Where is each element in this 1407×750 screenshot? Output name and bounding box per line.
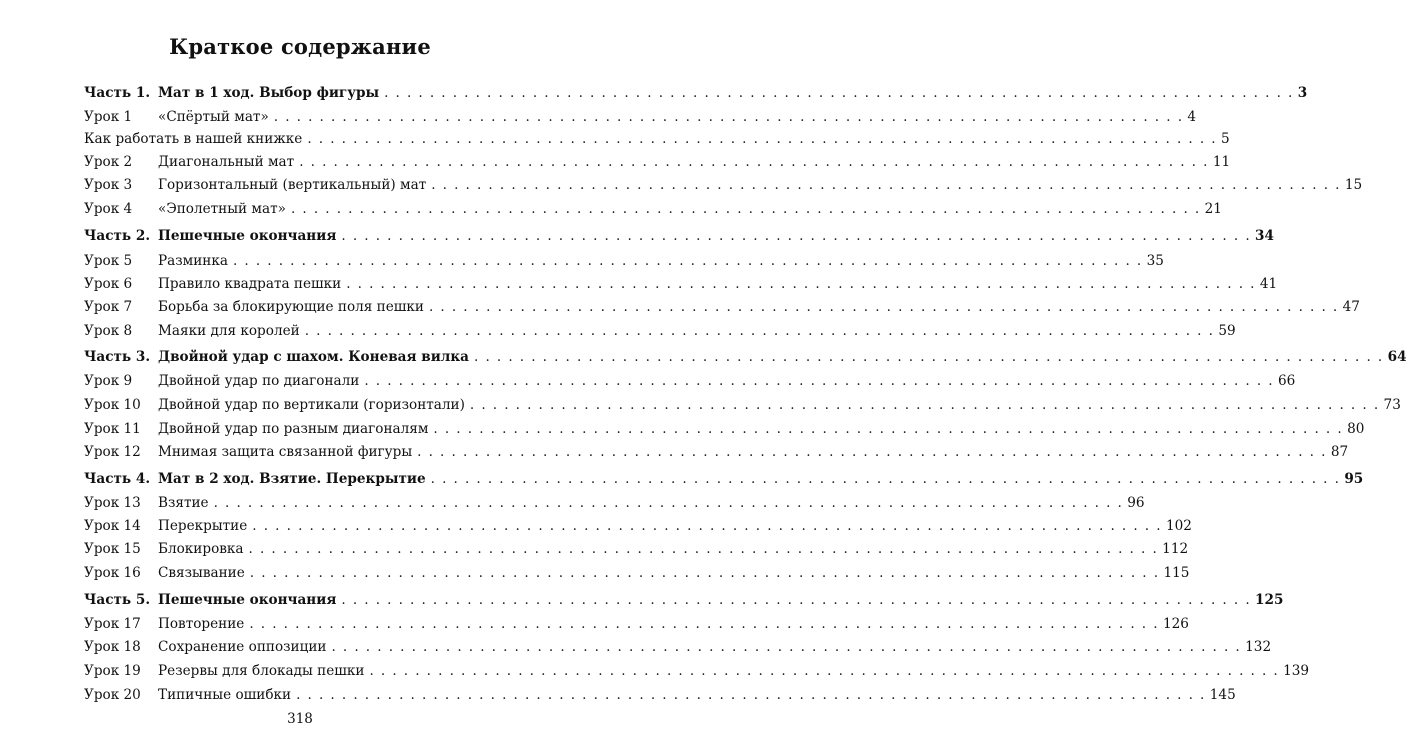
toc-entry-page: 3 <box>1297 85 1308 101</box>
toc-entry-title: Перекрытие <box>158 518 248 534</box>
toc-entry-page: 47 <box>1342 299 1360 315</box>
page-title: Краткое содержание <box>169 34 431 59</box>
toc-entry-page: 126 <box>1162 616 1189 632</box>
toc-lesson-entry <box>84 373 1296 395</box>
dot-leader: . . . . . . . . . . . . . . . . . . . . . . . . . . . . . . . . . . . . . . . . . . . . . . . . . . . . . . . . . . . . . . . . . . . . . . . . . . . . . . . . <box>417 444 1327 460</box>
toc-entry-page: 64 <box>1387 349 1407 365</box>
toc-entry-title: Разминка <box>158 253 228 269</box>
toc-entry-title: Двойной удар по разным диагоналям <box>158 421 429 437</box>
toc-lesson-entry <box>84 154 1231 176</box>
toc-lesson-entry <box>84 323 1236 345</box>
toc-lesson-entry <box>84 687 1236 709</box>
dot-leader: . . . . . . . . . . . . . . . . . . . . . . . . . . . . . . . . . . . . . . . . . . . . . . . . . . . . . . . . . . . . . . . . . . . . . . . . . . . . . . . . <box>331 639 1242 655</box>
toc-part-entry <box>84 471 1364 493</box>
toc-entry-page: 80 <box>1347 421 1365 437</box>
toc-lesson-entry <box>84 639 1272 661</box>
toc-lesson-entry <box>84 444 1349 466</box>
toc-entry-page: 35 <box>1146 253 1164 269</box>
toc-part-entry <box>84 349 1407 371</box>
dot-leader: . . . . . . . . . . . . . . . . . . . . . . . . . . . . . . . . . . . . . . . . . . . . . . . . . . . . . . . . . . . . . . . . . . . . . . . . . . . . . . . . <box>307 131 1218 147</box>
toc-entry-title: Диагональный мат <box>158 154 295 170</box>
toc-entry-page: 96 <box>1127 495 1145 511</box>
toc-entry-page: 125 <box>1255 592 1284 608</box>
dot-leader: . . . . . . . . . . . . . . . . . . . . . . . . . . . . . . . . . . . . . . . . . . . . . . . . . . . . . . . . . . . . . . . . . . . . . . . . . . . . . . . . <box>249 616 1159 632</box>
toc-lesson-entry <box>84 421 1365 443</box>
toc-entry-label: Урок 4 <box>84 201 133 217</box>
toc-entry-label: Урок 18 <box>84 639 141 655</box>
dot-leader: . . . . . . . . . . . . . . . . . . . . . . . . . . . . . . . . . . . . . . . . . . . . . . . . . . . . . . . . . . . . . . . . . . . . . . . . . . . . . . . . <box>364 373 1274 389</box>
toc-entry-title: Двойной удар по диагонали <box>158 373 360 389</box>
toc-entry-label: Урок 14 <box>84 518 141 534</box>
dot-leader: . . . . . . . . . . . . . . . . . . . . . . . . . . . . . . . . . . . . . . . . . . . . . . . . . . . . . . . . . . . . . . . . . . . . . . . . . . . . . . . . <box>249 565 1160 581</box>
dot-leader: . . . . . . . . . . . . . . . . . . . . . . . . . . . . . . . . . . . . . . . . . . . . . . . . . . . . . . . . . . . . . . . . . . . . . . . . . . . . . . . . <box>290 201 1201 217</box>
toc-lesson-entry <box>84 109 1197 131</box>
dot-leader: . . . . . . . . . . . . . . . . . . . . . . . . . . . . . . . . . . . . . . . . . . . . . . . . . . . . . . . . . . . . . . . . . . . . . . . . . . . . . . . . <box>341 592 1252 608</box>
toc-entry-page: 115 <box>1163 565 1190 581</box>
toc-entry-title: Как работать в нашей книжке <box>84 131 303 147</box>
toc-entry-page: 66 <box>1278 373 1296 389</box>
toc-entry-title: «Эполетный мат» <box>158 201 286 217</box>
dot-leader: . . . . . . . . . . . . . . . . . . . . . . . . . . . . . . . . . . . . . . . . . . . . . . . . . . . . . . . . . . . . . . . . . . . . . . . . . . . . . . . . <box>369 663 1280 679</box>
toc-lesson-entry <box>84 397 1401 419</box>
toc-entry-title: Пешечные окончания <box>158 228 337 244</box>
toc-entry-label: Урок 13 <box>84 495 141 511</box>
dot-leader: . . . . . . . . . . . . . . . . . . . . . . . . . . . . . . . . . . . . . . . . . . . . . . . . . . . . . . . . . . . . . . . . . . . . . . . . . . . . . . . . <box>346 276 1256 292</box>
toc-entry-page: 21 <box>1204 201 1222 217</box>
toc-entry-label: Урок 10 <box>84 397 141 413</box>
dot-leader: . . . . . . . . . . . . . . . . . . . . . . . . . . . . . . . . . . . . . . . . . . . . . . . . . . . . . . . . . . . . . . . . . . . . . . . . . . . . . . . . <box>433 421 1344 437</box>
toc-entry-page: 112 <box>1162 541 1189 557</box>
toc-lesson-entry <box>84 663 1310 685</box>
toc-lesson-entry <box>84 201 1222 223</box>
toc-part-entry <box>84 85 1308 107</box>
toc-entry-label: Урок 19 <box>84 663 141 679</box>
toc-entry-label: Урок 6 <box>84 276 133 292</box>
dot-leader: . . . . . . . . . . . . . . . . . . . . . . . . . . . . . . . . . . . . . . . . . . . . . . . . . . . . . . . . . . . . . . . . . . . . . . . . . . . . . . . . <box>252 518 1162 534</box>
dot-leader: . . . . . . . . . . . . . . . . . . . . . . . . . . . . . . . . . . . . . . . . . . . . . . . . . . . . . . . . . . . . . . . . . . . . . . . . . . . . . . . . <box>431 177 1341 193</box>
toc-entry-label: Урок 11 <box>84 421 141 437</box>
dot-leader: . . . . . . . . . . . . . . . . . . . . . . . . . . . . . . . . . . . . . . . . . . . . . . . . . . . . . . . . . . . . . . . . . . . . . . . . . . . . . . . . <box>430 471 1341 487</box>
toc-entry-title: Мат в 1 ход. Выбор фигуры <box>158 85 380 101</box>
toc-entry-title: Мат в 2 ход. Взятие. Перекрытие <box>158 471 426 487</box>
dot-leader: . . . . . . . . . . . . . . . . . . . . . . . . . . . . . . . . . . . . . . . . . . . . . . . . . . . . . . . . . . . . . . . . . . . . . . . . . . . . . . . . <box>384 85 1294 101</box>
toc-entry-page: 145 <box>1209 687 1236 703</box>
toc-lesson-entry <box>84 131 1230 153</box>
toc-entry-page: 11 <box>1212 154 1231 170</box>
toc-entry-title: «Спёртый мат» <box>158 109 269 125</box>
toc-lesson-entry <box>84 518 1192 540</box>
toc-entry-page: 34 <box>1255 228 1274 244</box>
toc-entry-page: 95 <box>1344 471 1364 487</box>
toc-part-entry <box>84 228 1274 250</box>
toc-entry-label: Урок 1 <box>84 109 133 125</box>
toc-entry-label: Часть 5. <box>84 592 151 608</box>
toc-entry-title: Резервы для блокады пешки <box>158 663 365 679</box>
toc-entry-page: 132 <box>1245 639 1272 655</box>
toc-entry-page: 41 <box>1259 276 1278 292</box>
dot-leader: . . . . . . . . . . . . . . . . . . . . . . . . . . . . . . . . . . . . . . . . . . . . . . . . . . . . . . . . . . . . . . . . . . . . . . . . . . . . . . . . <box>232 253 1143 269</box>
toc-lesson-entry <box>84 299 1360 321</box>
toc-entry-title: Типичные ошибки <box>158 687 292 703</box>
toc-lesson-entry <box>84 565 1190 587</box>
toc-entry-label: Часть 4. <box>84 471 151 487</box>
toc-entry-page: 15 <box>1344 177 1363 193</box>
toc-entry-page: 102 <box>1165 518 1192 534</box>
page-number: 318 <box>287 711 313 727</box>
toc-lesson-entry <box>84 616 1189 638</box>
dot-leader: . . . . . . . . . . . . . . . . . . . . . . . . . . . . . . . . . . . . . . . . . . . . . . . . . . . . . . . . . . . . . . . . . . . . . . . . . . . . . . . . <box>273 109 1184 125</box>
toc-entry-label: Урок 16 <box>84 565 141 581</box>
toc-entry-title: Повторение <box>158 616 245 632</box>
toc-entry-label: Урок 2 <box>84 154 133 170</box>
toc-part-entry <box>84 592 1284 614</box>
dot-leader: . . . . . . . . . . . . . . . . . . . . . . . . . . . . . . . . . . . . . . . . . . . . . . . . . . . . . . . . . . . . . . . . . . . . . . . . . . . . . . . . <box>304 323 1215 339</box>
dot-leader: . . . . . . . . . . . . . . . . . . . . . . . . . . . . . . . . . . . . . . . . . . . . . . . . . . . . . . . . . . . . . . . . . . . . . . . . . . . . . . . . <box>296 687 1206 703</box>
dot-leader: . . . . . . . . . . . . . . . . . . . . . . . . . . . . . . . . . . . . . . . . . . . . . . . . . . . . . . . . . . . . . . . . . . . . . . . . . . . . . . . . <box>428 299 1339 315</box>
toc-entry-title: Сохранение оппозиции <box>158 639 327 655</box>
toc-entry-page: 73 <box>1383 397 1401 413</box>
dot-leader: . . . . . . . . . . . . . . . . . . . . . . . . . . . . . . . . . . . . . . . . . . . . . . . . . . . . . . . . . . . . . . . . . . . . . . . . . . . . . . . . <box>299 154 1209 170</box>
toc-entry-label: Урок 15 <box>84 541 141 557</box>
toc-entry-page: 87 <box>1330 444 1349 460</box>
toc-entry-page: 4 <box>1187 109 1197 125</box>
toc-entry-title: Связывание <box>158 565 245 581</box>
toc-entry-title: Двойной удар по вертикали (горизонтали) <box>158 397 465 413</box>
toc-entry-label: Урок 17 <box>84 616 141 632</box>
toc-entry-title: Взятие <box>158 495 209 511</box>
toc-entry-label: Урок 9 <box>84 373 133 389</box>
toc-entry-title: Двойной удар с шахом. Коневая вилка <box>158 349 469 365</box>
toc-entry-title: Маяки для королей <box>158 323 300 339</box>
toc-entry-label: Урок 5 <box>84 253 133 269</box>
dot-leader: . . . . . . . . . . . . . . . . . . . . . . . . . . . . . . . . . . . . . . . . . . . . . . . . . . . . . . . . . . . . . . . . . . . . . . . . . . . . . . . . <box>341 228 1252 244</box>
toc-entry-page: 59 <box>1218 323 1236 339</box>
toc-entry-label: Урок 20 <box>84 687 141 703</box>
toc-entry-page: 5 <box>1221 131 1230 147</box>
toc-entry-label: Часть 3. <box>84 349 151 365</box>
toc-entry-title: Пешечные окончания <box>158 592 337 608</box>
dot-leader: . . . . . . . . . . . . . . . . . . . . . . . . . . . . . . . . . . . . . . . . . . . . . . . . . . . . . . . . . . . . . . . . . . . . . . . . . . . . . . . . <box>474 349 1384 365</box>
toc-entry-label: Урок 7 <box>84 299 133 315</box>
toc-lesson-entry <box>84 276 1278 298</box>
toc-entry-title: Мнимая защита связанной фигуры <box>158 444 413 460</box>
toc-lesson-entry <box>84 177 1363 199</box>
toc-entry-title: Борьба за блокирующие поля пешки <box>158 299 424 315</box>
toc-lesson-entry <box>84 253 1164 275</box>
toc-entry-title: Блокировка <box>158 541 244 557</box>
toc-entry-label: Урок 12 <box>84 444 141 460</box>
dot-leader: . . . . . . . . . . . . . . . . . . . . . . . . . . . . . . . . . . . . . . . . . . . . . . . . . . . . . . . . . . . . . . . . . . . . . . . . . . . . . . . . <box>469 397 1380 413</box>
dot-leader: . . . . . . . . . . . . . . . . . . . . . . . . . . . . . . . . . . . . . . . . . . . . . . . . . . . . . . . . . . . . . . . . . . . . . . . . . . . . . . . . <box>248 541 1159 557</box>
toc-entry-label: Урок 8 <box>84 323 133 339</box>
toc-entry-page: 139 <box>1283 663 1310 679</box>
toc-entry-title: Горизонтальный (вертикальный) мат <box>158 177 427 193</box>
toc-entry-label: Часть 2. <box>84 228 151 244</box>
toc-entry-label: Урок 3 <box>84 177 133 193</box>
dot-leader: . . . . . . . . . . . . . . . . . . . . . . . . . . . . . . . . . . . . . . . . . . . . . . . . . . . . . . . . . . . . . . . . . . . . . . . . . . . . . . . . <box>213 495 1124 511</box>
toc-entry-label: Часть 1. <box>84 85 151 101</box>
toc-entry-title: Правило квадрата пешки <box>158 276 342 292</box>
toc-lesson-entry <box>84 541 1189 563</box>
toc-lesson-entry <box>84 495 1145 517</box>
